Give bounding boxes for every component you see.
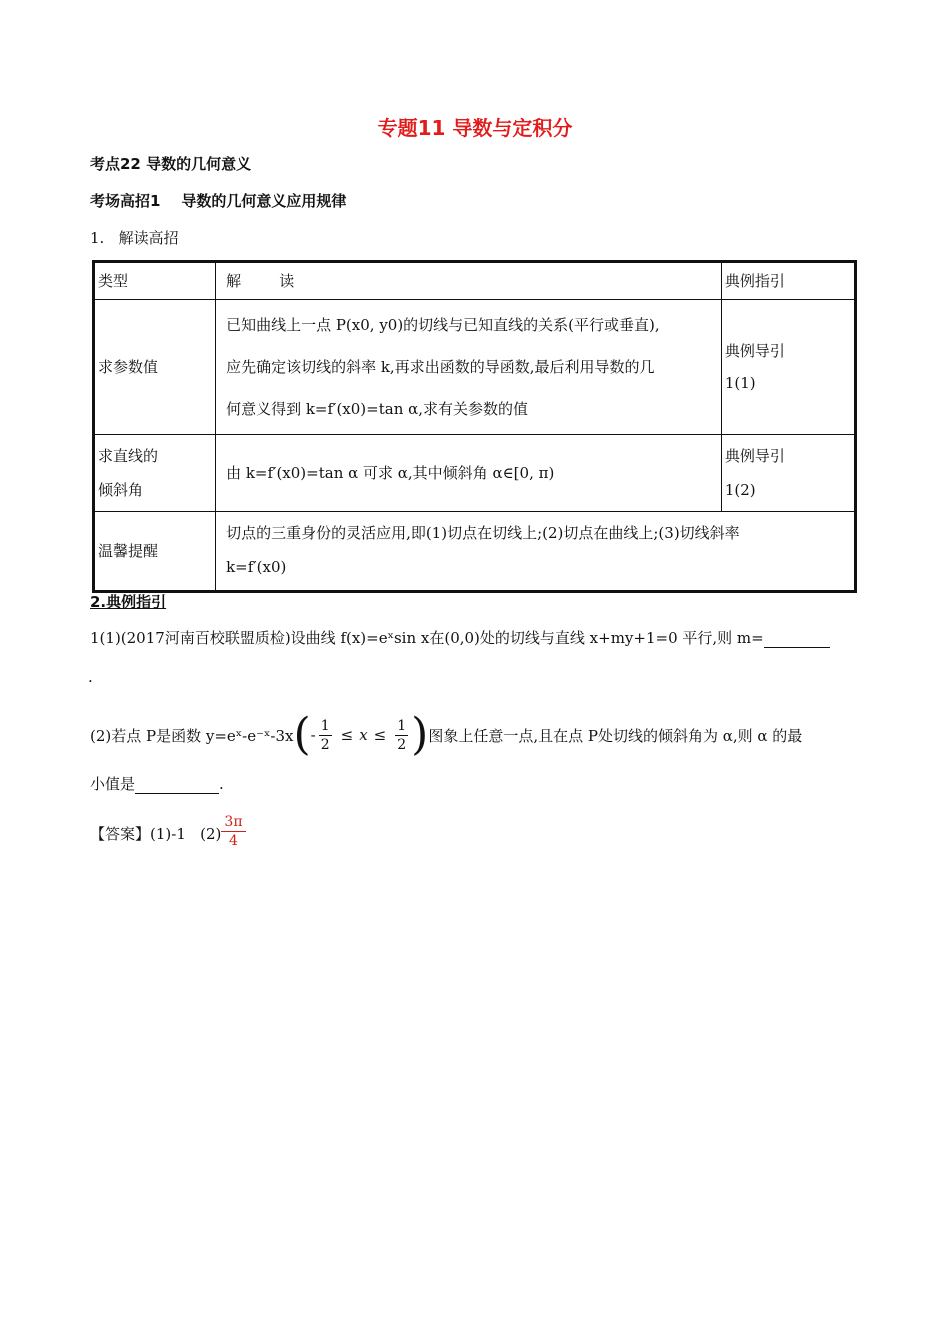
ref-number: 1(1) xyxy=(724,374,756,392)
left-paren: ( xyxy=(293,709,311,760)
fraction-half xyxy=(395,717,408,754)
var-x: x xyxy=(359,726,368,744)
question-2-line2-text: 小值是 xyxy=(90,775,136,793)
rules-table xyxy=(92,260,857,593)
leq-sign: ≤ xyxy=(340,726,354,744)
fraction-half xyxy=(319,717,332,754)
question-1 xyxy=(90,627,830,648)
row1-ref xyxy=(721,300,855,435)
table-row xyxy=(94,435,856,512)
question-1-text: 1(1)(2017河南百校联盟质检)设曲线 f(x)=eˣsin x在(0,0)处的切线与直线 x+my+1=0 平行,则 m= xyxy=(90,629,764,647)
row2-line: 由 k=f′(x0)=tan α 可求 α,其中倾斜角 α∈[0, π) xyxy=(226,464,555,482)
answer-num: 3π xyxy=(221,813,245,832)
row1-line: 已知曲线上一点 P(x0, y0)的切线与已知直线的关系(平行或垂直), xyxy=(226,316,660,334)
item-heading: 1. 解读高招 xyxy=(90,229,179,247)
row2-type-line: 倾斜角 xyxy=(98,481,144,499)
answer-blank xyxy=(135,775,219,794)
row3-content xyxy=(216,512,856,592)
header-interpretation: 解 读 xyxy=(216,262,722,300)
leq-sign: ≤ xyxy=(373,726,387,744)
subsection-heading: 考场高招1 导数的几何意义应用规律 xyxy=(90,192,347,210)
fraction-den: 2 xyxy=(397,736,407,753)
question-2-line2-end: . xyxy=(219,775,224,793)
answer-text: 【答案】(1)-1 (2) xyxy=(90,825,222,843)
fraction-num: 1 xyxy=(397,717,407,734)
answer-blank xyxy=(764,629,830,648)
row1-type: 求参数值 xyxy=(94,300,216,435)
answer-den: 4 xyxy=(229,833,238,849)
ref-label: 典例导引 xyxy=(724,447,785,465)
row1-line: 应先确定该切线的斜率 k,再求出函数的导函数,最后利用导数的几 xyxy=(226,358,655,376)
section-heading: 考点22 导数的几何意义 xyxy=(90,155,252,173)
question-2-suffix: 图象上任意一点,且在点 P处切线的倾斜角为 α,则 α 的最 xyxy=(428,726,803,745)
table-row xyxy=(94,300,856,435)
answer-fraction xyxy=(221,813,245,850)
table-row xyxy=(94,512,856,592)
examples-heading: 2.典例指引 xyxy=(90,593,167,611)
ref-label: 典例导引 xyxy=(724,342,785,360)
row2-ref xyxy=(721,435,855,512)
question-2-prefix: (2)若点 P是函数 y=eˣ-e⁻ˣ-3x xyxy=(90,726,294,745)
header-type: 类型 xyxy=(94,262,216,300)
row2-content xyxy=(216,435,722,512)
row1-line: 何意义得到 k=f′(x0)=tan α,求有关参数的值 xyxy=(226,400,529,418)
table-header-row xyxy=(94,262,856,300)
right-paren: ) xyxy=(411,709,429,760)
neg-sign: - xyxy=(310,726,316,744)
fraction-den: 2 xyxy=(320,736,330,753)
row2-type-line: 求直线的 xyxy=(98,447,159,465)
row3-line: k=f′(x0) xyxy=(226,558,287,576)
row3-type: 温馨提醒 xyxy=(94,512,216,592)
doc-title: 专题11 导数与定积分 xyxy=(377,116,573,140)
question-1-end: . xyxy=(88,668,93,686)
row3-line: 切点的三重身份的灵活应用,即(1)切点在切线上;(2)切点在曲线上;(3)切线斜率 xyxy=(226,524,740,542)
question-2-line2 xyxy=(90,773,224,794)
header-reference: 典例指引 xyxy=(721,262,855,300)
answer xyxy=(90,806,246,850)
question-2 xyxy=(90,710,802,760)
row1-content xyxy=(216,300,722,435)
fraction-num: 1 xyxy=(320,717,330,734)
row2-type xyxy=(94,435,216,512)
ref-number: 1(2) xyxy=(724,481,756,499)
